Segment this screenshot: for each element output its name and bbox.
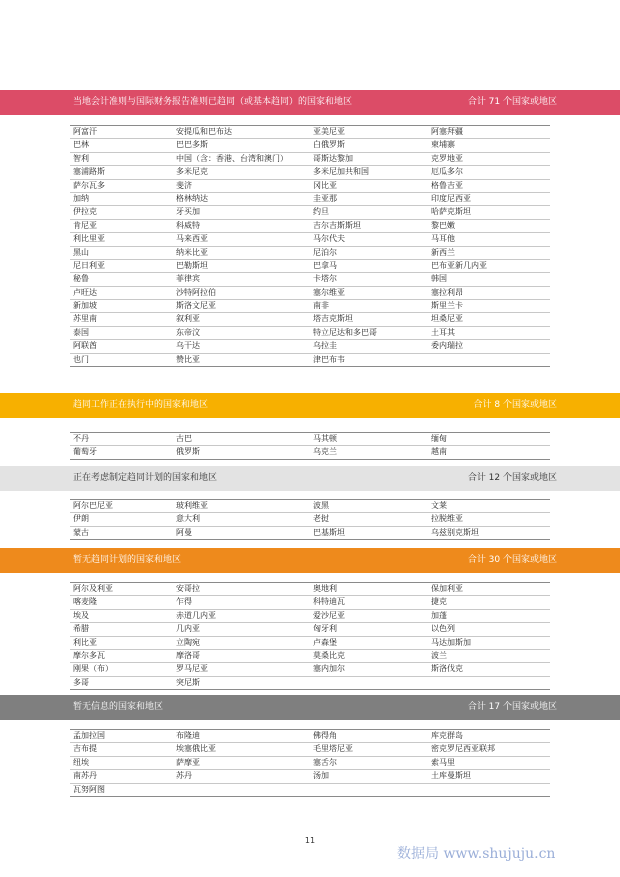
country-cell: 也门 <box>73 354 89 364</box>
table-row <box>70 273 550 286</box>
country-cell: 乌拉圭 <box>313 341 337 351</box>
table-row <box>70 340 550 353</box>
section-title: 暂无信息的国家和地区 <box>73 702 164 712</box>
table-row <box>70 153 550 166</box>
country-cell: 斯里兰卡 <box>431 301 463 311</box>
country-cell: 孟加拉国 <box>73 731 105 740</box>
country-cell: 约旦 <box>313 207 329 217</box>
country-cell: 塞浦路斯 <box>73 167 105 177</box>
table-row <box>70 206 550 219</box>
country-cell: 索马里 <box>431 757 455 767</box>
section-4-header <box>0 548 620 573</box>
country-cell: 萨尔瓦多 <box>73 180 105 190</box>
country-cell: 保加利亚 <box>431 584 463 593</box>
section-1-header <box>0 90 620 115</box>
country-cell: 卢森堡 <box>313 637 337 647</box>
section-count: 合计 17 个国家或地区 <box>467 702 557 712</box>
country-cell: 巴林 <box>73 140 89 150</box>
country-cell: 乍得 <box>176 597 192 607</box>
country-cell: 加蓬 <box>431 610 447 620</box>
country-cell: 吉尔吉斯斯坦 <box>313 220 361 230</box>
country-cell: 多米尼加共和国 <box>313 167 369 177</box>
table-row <box>70 663 550 676</box>
country-cell: 多哥 <box>73 677 89 687</box>
country-cell: 南苏丹 <box>73 771 97 781</box>
table-row <box>70 139 550 152</box>
watermark: 数据局 www.shujuju.cn <box>397 846 556 862</box>
section-count: 合计 8 个国家或地区 <box>473 400 557 410</box>
country-cell: 纽埃 <box>73 757 89 767</box>
country-cell: 土库曼斯坦 <box>431 771 471 781</box>
country-cell: 阿尔及利亚 <box>73 584 113 593</box>
country-cell: 赤道几内亚 <box>176 610 216 620</box>
country-cell: 斯洛伐克 <box>431 664 463 674</box>
country-cell: 卡塔尔 <box>313 274 337 284</box>
country-cell: 加纳 <box>73 193 89 203</box>
table-row <box>70 527 550 540</box>
country-cell: 玻利维亚 <box>176 501 208 510</box>
country-cell: 塞拉利昂 <box>431 287 463 297</box>
country-cell: 库克群岛 <box>431 731 463 740</box>
country-cell: 巴拿马 <box>313 260 337 270</box>
section-title: 当地会计准则与国际财务报告准则已趋同（或基本趋同）的国家和地区 <box>73 97 353 107</box>
country-cell: 匈牙利 <box>313 624 337 634</box>
country-cell: 阿联酋 <box>73 341 97 351</box>
country-cell: 乌干达 <box>176 341 200 351</box>
country-cell: 格鲁吉亚 <box>431 180 463 190</box>
country-cell: 奥地利 <box>313 584 337 593</box>
table-row <box>70 730 550 743</box>
country-cell: 黎巴嫩 <box>431 220 455 230</box>
country-cell: 阿尔巴尼亚 <box>73 501 113 510</box>
table-row <box>70 610 550 623</box>
section-count: 合计 71 个国家或地区 <box>467 97 557 107</box>
section-3-table <box>70 499 550 540</box>
table-row <box>70 233 550 246</box>
section-count: 合计 12 个国家或地区 <box>467 473 557 483</box>
country-cell: 圭亚那 <box>313 193 337 203</box>
country-cell: 巴勒斯坦 <box>176 260 208 270</box>
country-cell: 瓦努阿图 <box>73 784 105 794</box>
table-row <box>70 220 550 233</box>
country-cell: 马其顿 <box>313 434 337 443</box>
table-row <box>70 180 550 193</box>
country-cell: 刚果（布） <box>73 664 113 674</box>
country-cell: 喀麦隆 <box>73 597 97 607</box>
country-cell: 阿曼 <box>176 527 192 537</box>
country-cell: 古巴 <box>176 434 192 443</box>
table-row <box>70 637 550 650</box>
country-cell: 巴基斯坦 <box>313 527 345 537</box>
country-cell: 马尔代夫 <box>313 234 345 244</box>
country-cell: 密克罗尼西亚联邦 <box>431 744 495 754</box>
country-cell: 尼日利亚 <box>73 260 105 270</box>
country-cell: 柬埔寨 <box>431 140 455 150</box>
country-cell: 汤加 <box>313 771 329 781</box>
country-cell: 卢旺达 <box>73 287 97 297</box>
country-cell: 布隆迪 <box>176 731 200 740</box>
country-cell: 马来西亚 <box>176 234 208 244</box>
country-cell: 伊朗 <box>73 514 89 524</box>
country-cell: 不丹 <box>73 434 89 443</box>
section-5-table <box>70 729 550 797</box>
country-cell: 利比亚 <box>73 637 97 647</box>
table-row <box>70 300 550 313</box>
country-cell: 冈比亚 <box>313 180 337 190</box>
country-cell: 牙买加 <box>176 207 200 217</box>
country-cell: 塞舌尔 <box>313 757 337 767</box>
section-2-header <box>0 393 620 418</box>
country-cell: 委内瑞拉 <box>431 341 463 351</box>
country-cell: 津巴布韦 <box>313 354 345 364</box>
country-cell: 厄瓜多尔 <box>431 167 463 177</box>
table-row <box>70 596 550 609</box>
country-cell: 苏丹 <box>176 771 192 781</box>
table-row <box>70 623 550 636</box>
table-row <box>70 677 550 690</box>
table-row <box>70 650 550 663</box>
country-cell: 利比里亚 <box>73 234 105 244</box>
table-row <box>70 287 550 300</box>
country-cell: 希腊 <box>73 624 89 634</box>
country-cell: 菲律宾 <box>176 274 200 284</box>
table-row <box>70 513 550 526</box>
table-row <box>70 446 550 459</box>
table-row <box>70 583 550 596</box>
country-cell: 黑山 <box>73 247 89 257</box>
table-row <box>70 743 550 756</box>
country-cell: 纳米比亚 <box>176 247 208 257</box>
country-cell: 印度尼西亚 <box>431 193 471 203</box>
country-cell: 蒙古 <box>73 527 89 537</box>
country-cell: 吉布提 <box>73 744 97 754</box>
country-cell: 马耳他 <box>431 234 455 244</box>
table-row <box>70 260 550 273</box>
section-title: 趋同工作正在执行中的国家和地区 <box>73 400 209 410</box>
country-cell: 意大利 <box>176 514 200 524</box>
country-cell: 塔吉克斯坦 <box>313 314 353 324</box>
country-cell: 新西兰 <box>431 247 455 257</box>
page-number: 11 <box>304 836 316 845</box>
section-2-table <box>70 432 550 460</box>
country-cell: 巴巴多斯 <box>176 140 208 150</box>
country-cell: 佛得角 <box>313 731 337 740</box>
country-cell: 格林纳达 <box>176 193 208 203</box>
country-cell: 罗马尼亚 <box>176 664 208 674</box>
table-row <box>70 126 550 139</box>
country-cell: 缅甸 <box>431 434 447 443</box>
country-cell: 塞尔维亚 <box>313 287 345 297</box>
country-cell: 摩洛哥 <box>176 650 200 660</box>
table-row <box>70 500 550 513</box>
country-cell: 叙利亚 <box>176 314 200 324</box>
table-row <box>70 757 550 770</box>
country-cell: 中国（含：香港、台湾和澳门） <box>176 153 288 163</box>
country-cell: 哈萨克斯坦 <box>431 207 471 217</box>
country-cell: 伊拉克 <box>73 207 97 217</box>
country-cell: 苏里南 <box>73 314 97 324</box>
country-cell: 韩国 <box>431 274 447 284</box>
country-cell: 萨摩亚 <box>176 757 200 767</box>
country-cell: 莫桑比克 <box>313 650 345 660</box>
country-cell: 几内亚 <box>176 624 200 634</box>
country-cell: 立陶宛 <box>176 637 200 647</box>
section-1-table <box>70 125 550 367</box>
table-row <box>70 247 550 260</box>
country-cell: 摩尔多瓦 <box>73 650 105 660</box>
country-cell: 秘鲁 <box>73 274 89 284</box>
country-cell: 突尼斯 <box>176 677 200 687</box>
country-cell: 捷克 <box>431 597 447 607</box>
country-cell: 多米尼克 <box>176 167 208 177</box>
table-row <box>70 313 550 326</box>
country-cell: 文莱 <box>431 501 447 510</box>
country-cell: 阿塞拜疆 <box>431 127 463 136</box>
country-cell: 南非 <box>313 301 329 311</box>
table-row <box>70 327 550 340</box>
country-cell: 波黑 <box>313 501 329 510</box>
country-cell: 赞比亚 <box>176 354 200 364</box>
country-cell: 埃及 <box>73 610 89 620</box>
country-cell: 特立尼达和多巴哥 <box>313 327 377 337</box>
section-title: 正在考虑制定趋同计划的国家和地区 <box>73 473 218 483</box>
table-row <box>70 193 550 206</box>
country-cell: 毛里塔尼亚 <box>313 744 353 754</box>
table-row <box>70 770 550 783</box>
country-cell: 拉脱维亚 <box>431 514 463 524</box>
country-cell: 爱沙尼亚 <box>313 610 345 620</box>
section-4-table <box>70 582 550 690</box>
country-cell: 智利 <box>73 153 89 163</box>
table-row <box>70 784 550 797</box>
country-cell: 老挝 <box>313 514 329 524</box>
country-cell: 科特迪瓦 <box>313 597 345 607</box>
country-cell: 肯尼亚 <box>73 220 97 230</box>
country-cell: 俄罗斯 <box>176 447 200 457</box>
section-3-header <box>0 466 620 491</box>
section-title: 暂无趋同计划的国家和地区 <box>73 555 182 565</box>
country-cell: 坦桑尼亚 <box>431 314 463 324</box>
country-cell: 阿富汗 <box>73 127 97 136</box>
table-row <box>70 354 550 367</box>
country-cell: 克罗地亚 <box>431 153 463 163</box>
country-cell: 乌克兰 <box>313 447 337 457</box>
country-cell: 沙特阿拉伯 <box>176 287 216 297</box>
country-cell: 土耳其 <box>431 327 455 337</box>
country-cell: 尼泊尔 <box>313 247 337 257</box>
country-cell: 东帝汶 <box>176 327 200 337</box>
country-cell: 巴布亚新几内亚 <box>431 260 487 270</box>
country-cell: 哥斯达黎加 <box>313 153 353 163</box>
country-cell: 安提瓜和巴布达 <box>176 127 232 136</box>
country-cell: 斯洛文尼亚 <box>176 301 216 311</box>
country-cell: 安哥拉 <box>176 584 200 593</box>
country-cell: 科威特 <box>176 220 200 230</box>
country-cell: 越南 <box>431 447 447 457</box>
country-cell: 葡萄牙 <box>73 447 97 457</box>
country-cell: 亚美尼亚 <box>313 127 345 136</box>
country-cell: 以色列 <box>431 624 455 634</box>
country-cell: 斐济 <box>176 180 192 190</box>
table-row <box>70 433 550 446</box>
country-cell: 埃塞俄比亚 <box>176 744 216 754</box>
country-cell: 泰国 <box>73 327 89 337</box>
country-cell: 塞内加尔 <box>313 664 345 674</box>
country-cell: 波兰 <box>431 650 447 660</box>
section-count: 合计 30 个国家或地区 <box>467 555 557 565</box>
country-cell: 乌兹别克斯坦 <box>431 527 479 537</box>
section-5-header <box>0 695 620 720</box>
country-cell: 马达加斯加 <box>431 637 471 647</box>
country-cell: 白俄罗斯 <box>313 140 345 150</box>
table-row <box>70 166 550 179</box>
country-cell: 新加坡 <box>73 301 97 311</box>
